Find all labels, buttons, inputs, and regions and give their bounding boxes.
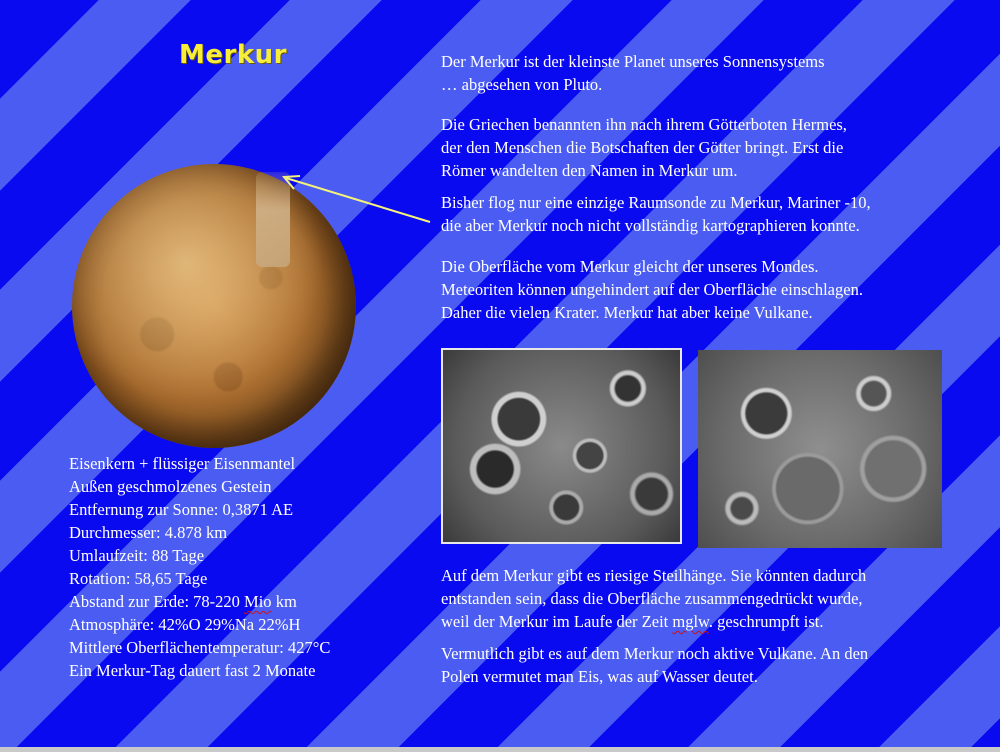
cliffs-text-part: . geschrumpft ist. [708,612,824,631]
probe-line: die aber Merkur noch nicht vollständig kartographieren konnte. [441,216,860,235]
volcanoes-line: Polen vermutet man Eis, was auf Wasser deutet. [441,667,758,686]
facts-list [69,452,330,682]
crater-photo-2 [698,350,942,548]
cliffs-line: entstanden sein, dass die Oberfläche zusammengedrückt wurde, [441,589,863,608]
cliffs-text [441,564,866,633]
surface-line: Meteoriten können ungehindert auf der Oberfläche einschlagen. [441,280,863,299]
intro-line: Der Merkur ist der kleinste Planet unseres Sonnensystems [441,52,825,71]
fact-item: Eisenkern + flüssiger Eisenmantel [69,454,296,473]
fact-item: Rotation: 58,65 Tage [69,569,208,588]
cliffs-line [441,612,823,631]
slide-title: Merkur [179,40,287,70]
fact-item [69,592,297,611]
intro-line: … abgesehen von Pluto. [441,75,603,94]
greeks-line: Römer wandelten den Namen in Merkur um. [441,161,738,180]
probe-line: Bisher flog nur eine einzige Raumsonde zu Merkur, Mariner -10, [441,193,871,212]
intro-text [441,50,825,96]
fact-item: Atmosphäre: 42%O 29%Na 22%H [69,615,301,634]
surface-line: Die Oberfläche vom Merkur gleicht der unseres Mondes. [441,257,819,276]
volcanoes-line: Vermutlich gibt es auf dem Merkur noch aktive Vulkane. An den [441,644,869,663]
fact-item: Entfernung zur Sonne: 0,3871 AE [69,500,294,519]
fact-text: Abstand zur Erde: 78-220 [69,592,245,611]
greeks-text [441,113,847,182]
fact-item: Mittlere Oberflächentemperatur: 427°C [69,638,331,657]
probe-text [441,191,871,237]
fact-text: km [271,592,297,611]
surface-text [441,255,863,324]
fact-item: Durchmesser: 4.878 km [69,523,228,542]
bottom-border [0,747,1000,752]
fact-item: Ein Merkur-Tag dauert fast 2 Monate [69,661,316,680]
surface-line: Daher die vielen Krater. Merkur hat aber keine Vulkane. [441,303,813,322]
volcanoes-text [441,642,868,688]
fact-item: Außen geschmolzenes Gestein [69,477,272,496]
greeks-line: der den Menschen die Botschaften der Götter bringt. Erst die [441,138,844,157]
greeks-line: Die Griechen benannten ihn nach ihrem Götterboten Hermes, [441,115,847,134]
spellcheck-word: mglw [672,612,709,631]
crater-photo-1 [441,348,682,544]
spellcheck-word: Mio [244,592,272,611]
cliffs-line: Auf dem Merkur gibt es riesige Steilhänge. Sie könnten dadurch [441,566,867,585]
cliffs-text-part: weil der Merkur im Laufe der Zeit [441,612,673,631]
fact-item: Umlaufzeit: 88 Tage [69,546,205,565]
